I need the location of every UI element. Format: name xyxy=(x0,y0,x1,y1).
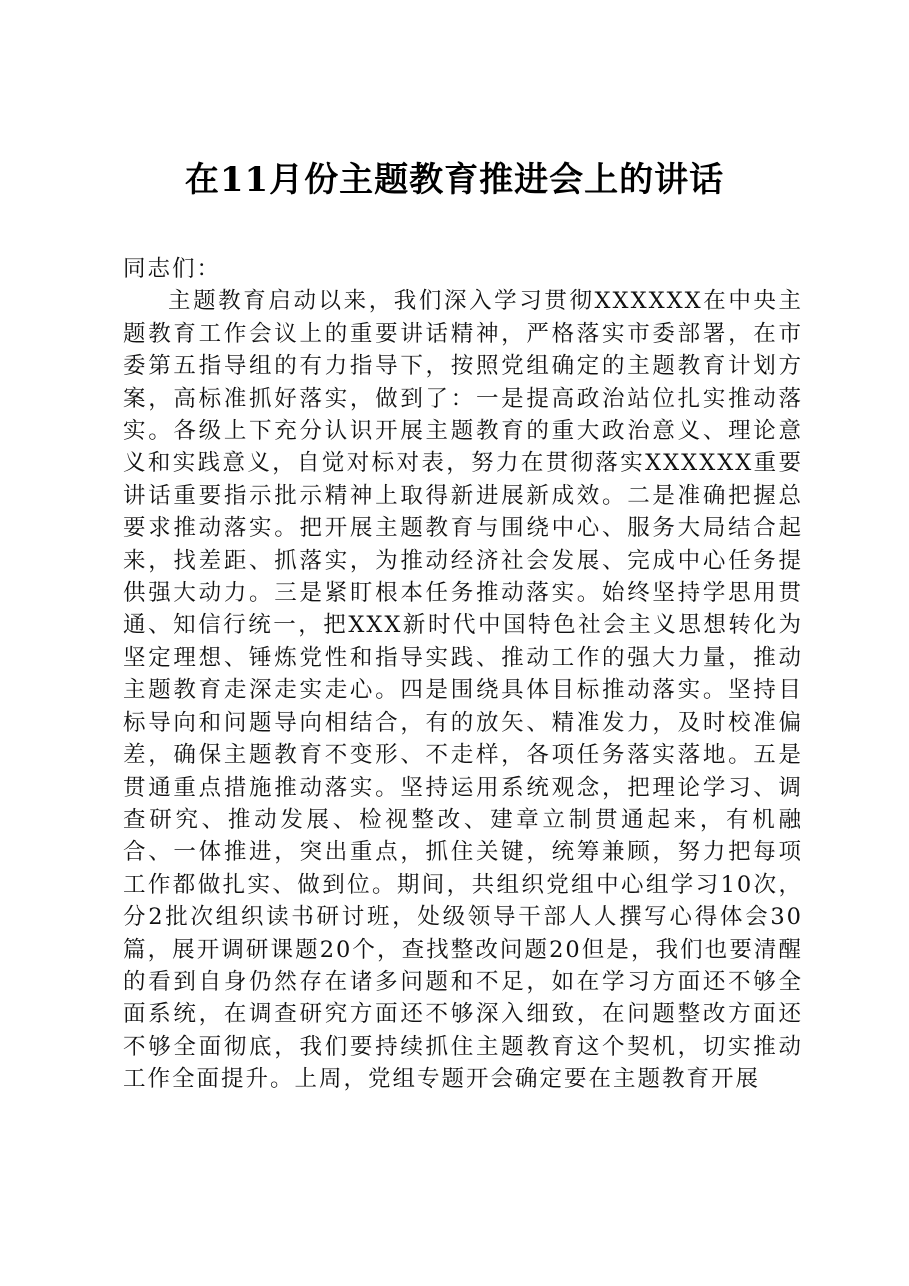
document-body xyxy=(123,253,803,1096)
salutation: 同志们： xyxy=(123,256,222,282)
body-paragraph: 主题教育启动以来，我们深入学习贯彻XXXXXX在中央主题教育工作会议上的重要讲话精神，严格落实市委部署，在市委第五指导组的有力指导下，按照党组确定的主题教育计划方案，高标准抓好落实，做到了：一是提高政治站位扎实推动落实。各级上下充分认识开展主题教育的重大政治意义、理论意义和实践意义，自觉对标对表，努力在贯彻落实XXXXXX重要讲话重要指示批示精神上取得新进展新成效。二是准确把握总要求推动落实。把开展主题教育与围绕中心、服务大局结合起来，找差距、抓落实，为推动经济社会发展、完成中心任务提供强大动力。三是紧盯根本任务推动落实。始终坚持学思用贯通、知信行统一，把XXX新时代中国特色社会主义思想转化为坚定理想、锤炼党性和指导实践、推动工作的强大力量，推动主题教育走深走实走心。四是围绕具体目标推动落实。坚持目标导向和问题导向相结合，有的放矢、精准发力，及时校准偏差，确保主题教育不变形、不走样，各项任务落实落地。五是贯通重点措施推动落实。坚持运用系统观念，把理论学习、调查研究、推动发展、检视整改、建章立制贯通起来，有机融合、一体推进，突出重点，抓住关键，统筹兼顾，努力把每项工作都做扎实、做到位。期间，共组织党组中心组学习10次，分2批次组织读书研讨班，处级领导干部人人撰写心得体会30篇，展开调研课题20个，查找整改问题20但是，我们也要清醒的看到自身仍然存在诸多问题和不足，如在学习方面还不够全面系统，在调查研究方面还不够深入细致，在问题整改方面还不够全面彻底，我们要持续抓住主题教育这个契机，切实推动工作全面提升。上周，党组专题开会确定要在主题教育开展 xyxy=(123,288,803,1093)
document-title: 在11月份主题教育推进会上的讲话 xyxy=(184,160,725,200)
